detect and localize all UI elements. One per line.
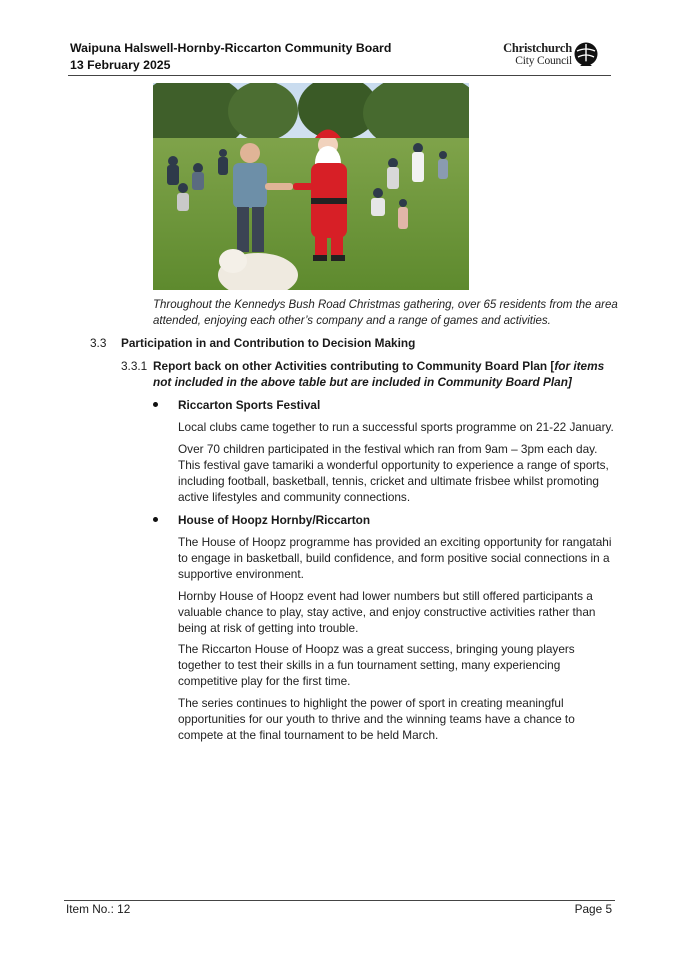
bullet-icon bbox=[153, 402, 158, 407]
subsection-title-italic: for items not included in the above table but are included in Community Board Plan] bbox=[153, 359, 605, 389]
header-rule bbox=[68, 75, 611, 76]
paragraph: The Riccarton House of Hoopz was a great success, bringing young players together to test their skills in a fun tournament setting, many experiencing competitive play for the first time. bbox=[178, 642, 575, 688]
subsection-title-bold: Report back on other Activities contributing to Community Board Plan [ bbox=[153, 359, 555, 373]
bullet-title-sports-festival: Riccarton Sports Festival bbox=[178, 398, 321, 412]
council-logo bbox=[498, 42, 602, 70]
paragraph: The House of Hoopz programme has provided an exciting opportunity for rangatahi to engage in basketball, build confidence, and form positive social connections in a supportive environment. bbox=[178, 535, 612, 581]
logo-line-2: City Council bbox=[515, 55, 572, 67]
christmas-gathering-photo bbox=[153, 83, 469, 290]
bullet-title-house-of-hoopz: House of Hoopz Hornby/Riccarton bbox=[178, 513, 371, 527]
meeting-date: 13 February 2025 bbox=[70, 58, 171, 72]
paragraph: Local clubs came together to run a successful sports programme on 21-22 January. bbox=[178, 420, 614, 434]
subsection-title bbox=[153, 358, 623, 390]
section-number: 3.3 bbox=[90, 336, 107, 350]
bullet-icon bbox=[153, 517, 158, 522]
footer-rule bbox=[64, 900, 615, 901]
section-title: Participation in and Contribution to Decision Making bbox=[121, 336, 416, 350]
paragraph: Hornby House of Hoopz event had lower numbers but still offered participants a valuable chance to play, stay active, and enjoy constructive activities rather than being at risk of getting into trouble. bbox=[178, 589, 596, 635]
council-logo-mark-icon bbox=[574, 42, 598, 68]
subsection-number: 3.3.1 bbox=[121, 359, 148, 373]
logo-line-1: Christchurch bbox=[503, 41, 572, 55]
page-number: Page 5 bbox=[574, 902, 612, 916]
item-number: Item No.: 12 bbox=[66, 902, 131, 916]
paragraph: Over 70 children participated in the festival which ran from 9am – 3pm each day. This festival gave tamariki a wonderful opportunity to experience a range of sports, including football, basketball, tennis, cricket and ultimate frisbee whilst promoting active lifestyles and community connections. bbox=[178, 442, 609, 504]
event-photo bbox=[153, 83, 469, 290]
photo-caption: Throughout the Kennedys Bush Road Christmas gathering, over 65 residents from the area attended, enjoying each other’s company and a range of games and activities. bbox=[153, 299, 618, 327]
board-name: Waipuna Halswell-Hornby-Riccarton Community Board bbox=[70, 41, 392, 55]
paragraph: The series continues to highlight the power of sport in creating meaningful opportunities for our youth to thrive and the winning teams have a chance to compete at the final tournament to be held March. bbox=[178, 696, 575, 742]
